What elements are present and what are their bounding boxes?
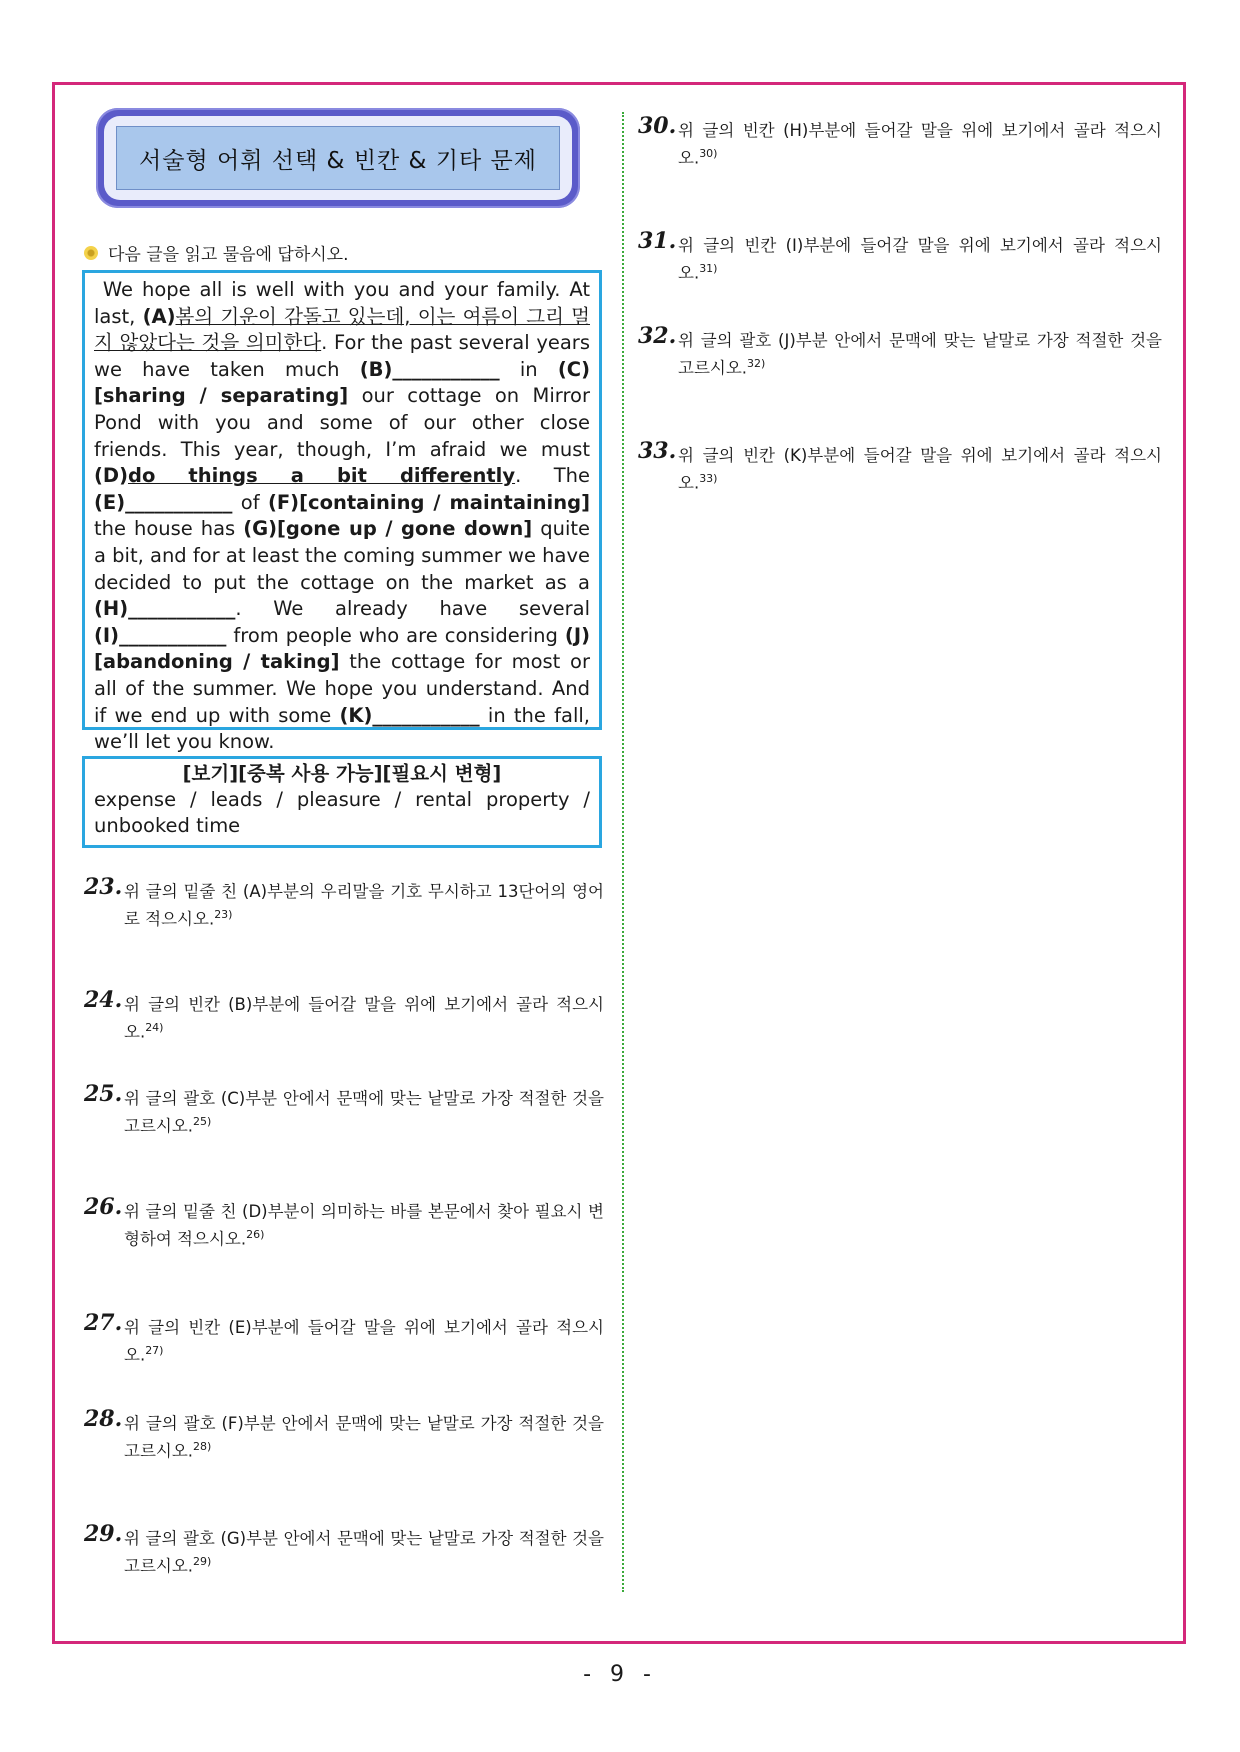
underlined-d: do things a bit differently [128, 464, 516, 488]
question-27: 27. 위 글의 빈칸 (E)부분에 들어갈 말을 위에 보기에서 골라 적으시오.$^{27)}$ [84, 1310, 604, 1365]
section-title: 서술형 어휘 선택 & 빈칸 & 기타 문제 [116, 126, 560, 190]
choice-g: (G)[gone up / gone down] [243, 517, 533, 541]
instruction-text: 다음 글을 읽고 물음에 답하시오. [108, 245, 349, 265]
label-a: (A) [142, 304, 176, 328]
question-25: 25. 위 글의 괄호 (C)부분 안에서 문맥에 맞는 낱말로 가장 적절한 것을 고르시오.$^{25)}$ [84, 1081, 604, 1136]
blank-i: (I)___________ [94, 623, 227, 647]
section-title-banner [96, 108, 580, 208]
question-28: 28. 위 글의 괄호 (F)부분 안에서 문맥에 맞는 낱말로 가장 적절한 것을 고르시오.$^{28)}$ [84, 1406, 604, 1461]
column-divider [622, 112, 624, 1592]
question-26: 26. 위 글의 밑줄 친 (D)부분이 의미하는 바를 본문에서 찾아 필요시 변형하여 적으시오.$^{26)}$ [84, 1194, 604, 1249]
word-bank-words: expense / leads / pleasure / rental property / unbooked time [94, 788, 590, 837]
flower-icon [82, 244, 100, 262]
question-29: 29. 위 글의 괄호 (G)부분 안에서 문맥에 맞는 낱말로 가장 적절한 것을 고르시오.$^{29)}$ [84, 1521, 604, 1576]
question-32: 32. 위 글의 괄호 (J)부분 안에서 문맥에 맞는 낱말로 가장 적절한 것을 고르시오.$^{32)}$ [638, 323, 1162, 378]
blank-e: (E)___________ [94, 490, 233, 514]
reading-passage: We hope all is well with you and your family. At last, (A)봄의 기운이 감돌고 있는데, 이는 여름이 그리 멀지 않았다는 것을 의미한다. For the past several years we have taken much (B)___________ in (C)[sharing / separating] our cottage on Mirror Pond with you and some of our other close friends. This year, though, I’m afraid we must (D)do things a bit differently. The (E)___________ of (F)[containing / maintaining] the house has (G)[gone up / gone down] quite a bit, and for at least the coming summer we have decided to put the cottage on the market as a (H)___________. We already have several (I)___________ from people who are considering (J)[abandoning / taking] the cottage for most or all of the summer. We hope you understand. And if we end up with some (K)___________ in the fall, we’ll let you know. [82, 270, 602, 730]
question-24: 24. 위 글의 빈칸 (B)부분에 들어갈 말을 위에 보기에서 골라 적으시오.$^{24)}$ [84, 987, 604, 1042]
question-33: 33. 위 글의 빈칸 (K)부분에 들어갈 말을 위에 보기에서 골라 적으시오.$^{33)}$ [638, 438, 1162, 493]
question-23: 23. 위 글의 밑줄 친 (A)부분의 우리말을 기호 무시하고 13단어의 영어로 적으시오.$^{23)}$ [84, 874, 604, 929]
question-31: 31. 위 글의 빈칸 (I)부분에 들어갈 말을 위에 보기에서 골라 적으시오.$^{31)}$ [638, 228, 1162, 283]
page-number: - 9 - [583, 1662, 657, 1687]
word-bank-title: [보기][중복 사용 가능][필요시 변형] [182, 762, 502, 785]
choice-f: (F)[containing / maintaining] [267, 490, 590, 514]
instruction [82, 240, 349, 265]
blank-b: (B)___________ [359, 357, 500, 381]
label-d: (D) [94, 464, 129, 488]
question-30: 30. 위 글의 빈칸 (H)부분에 들어갈 말을 위에 보기에서 골라 적으시오.$^{30)}$ [638, 113, 1162, 168]
word-bank [82, 756, 602, 848]
choice-j: (J)[abandoning / taking] [94, 623, 590, 674]
blank-k: (K)___________ [339, 703, 480, 727]
blank-h: (H)___________ [94, 597, 236, 621]
choice-c: (C)[sharing / separating] [94, 357, 590, 408]
underlined-a: 봄의 기운이 감돌고 있는데, 이는 여름이 그리 멀지 않았다는 것을 의미한다 [94, 304, 590, 355]
